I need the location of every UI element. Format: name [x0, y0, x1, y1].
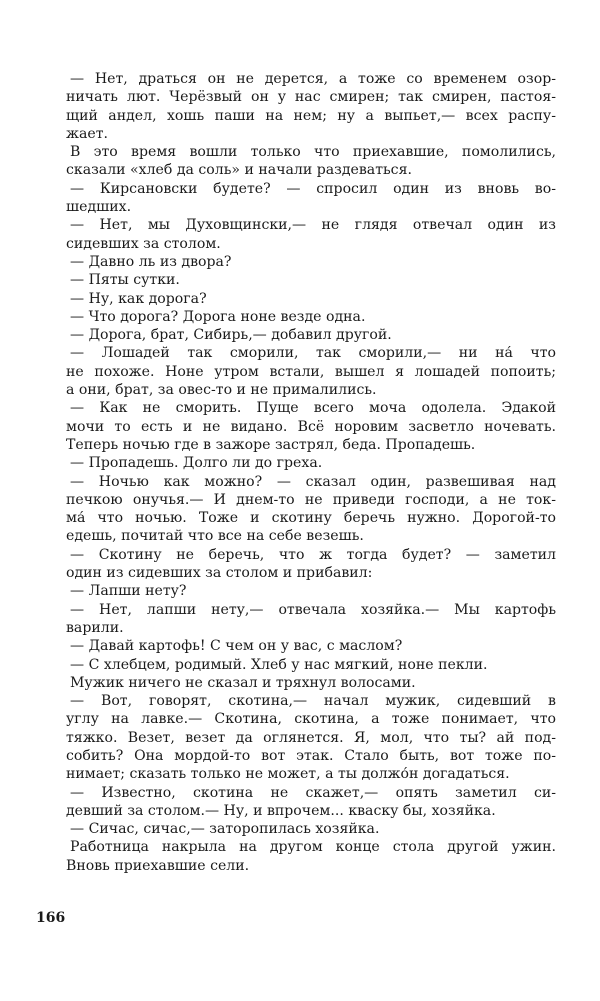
- text-line: не похоже. Ноне утром встали, вышел я лошадей попоить;: [66, 363, 556, 380]
- text-line: шедших.: [66, 199, 132, 216]
- text-line: — Лошадей так сморили, так сморили,— ни на́ что: [70, 345, 556, 362]
- text-line: жает.: [66, 125, 108, 142]
- text-line: — Нет, драться он не дерется, а тоже со временем озор-: [70, 71, 556, 87]
- page-number: 166: [36, 910, 66, 926]
- text-line: — С хлебцем, родимый. Хлеб у нас мягкий, ноне пекли.: [70, 656, 488, 673]
- text-line: — Давай картофь! С чем он у вас, с маслом?: [70, 638, 403, 655]
- text-line: — Пяты сутки.: [70, 272, 180, 289]
- text-line: Теперь ночью где в зажоре застрял, беда. Пропадешь.: [66, 436, 476, 453]
- text-line: девший за столом.— Ну, и впрочем... кваску бы, хозяйка.: [66, 802, 496, 819]
- text-line: — Лапши нету?: [70, 583, 187, 600]
- text-line: сказали «хлеб да соль» и начали раздеваться.: [66, 162, 412, 179]
- text-line: а они, брат, за овес-то и не прималились.: [66, 382, 377, 399]
- text-line: — Вот, говорят, скотина,— начал мужик, сидевший в: [70, 693, 556, 710]
- text-line: — Сичас, сичас,— заторопилась хозяйка.: [70, 821, 380, 838]
- text-line: ма́ что ночью. Тоже и скотину беречь нужно. Дорогой-то: [66, 510, 556, 527]
- text-line: — Скотину не беречь, что ж тогда будет? — заметил: [70, 546, 556, 563]
- text-line: — Известно, скотина не скажет,— опять заметил си-: [70, 784, 556, 801]
- body-text: [66, 70, 556, 875]
- text-line: — Нет, лапши нету,— отвечала хозяйка.— Мы картофь: [70, 601, 556, 618]
- text-line: — Как не сморить. Пуще всего моча одолела. Эдакой: [70, 400, 556, 417]
- text-line: Работница накрыла на другом конце стола другой ужин.: [70, 839, 556, 856]
- text-line: — Ночью как можно? — сказал один, развешивая над: [70, 473, 556, 490]
- text-line: печкою онучья.— И днем-то не приведи господи, а не ток-: [66, 491, 556, 508]
- text-line: — Ну, как дорога?: [70, 290, 207, 307]
- text-line: тяжко. Везет, везет да оглянется. Я, мол, что ты? ай под-: [66, 729, 556, 746]
- text-line: Мужик ничего не сказал и тряхнул волосами.: [70, 674, 416, 691]
- text-line: щий андел, хошь паши на нем; ну а выпьет,— всех распу-: [66, 107, 556, 124]
- text-line: углу на лавке.— Скотина, скотина, а тоже понимает, что: [66, 711, 556, 728]
- text-line: сидевших за столом.: [66, 235, 221, 252]
- text-line: Вновь приехавшие сели.: [66, 857, 250, 874]
- text-line: ничать лют. Черёзвый он у нас смирен; так смирен, пастоя-: [66, 89, 556, 106]
- text-line: — Нет, мы Духовщински,— не глядя отвечал один из: [70, 217, 556, 234]
- text-line: — Дорога, брат, Сибирь,— добавил другой.: [70, 327, 392, 344]
- text-line: едешь, почитай что все на себе везешь.: [66, 528, 364, 545]
- text-line: варили.: [66, 619, 124, 636]
- text-line: — Что дорога? Дорога ноне везде одна.: [70, 308, 366, 325]
- text-line: — Пропадешь. Долго ли до греха.: [70, 455, 323, 472]
- text-line: мочи то есть и не видано. Всё норовим засветло ночевать.: [66, 418, 556, 435]
- text-line: собить? Она мордой-то вот этак. Стало быть, вот тоже по-: [66, 747, 556, 764]
- text-line: — Давно ль из двора?: [70, 253, 232, 270]
- text-line: В это время вошли только что приехавшие, помолились,: [70, 144, 556, 161]
- text-line: нимает; сказать только не может, а ты должо́н догадаться.: [66, 766, 510, 783]
- text-line: — Кирсановски будете? — спросил один из вновь во-: [70, 180, 556, 197]
- text-line: один из сидевших за столом и прибавил:: [66, 565, 373, 582]
